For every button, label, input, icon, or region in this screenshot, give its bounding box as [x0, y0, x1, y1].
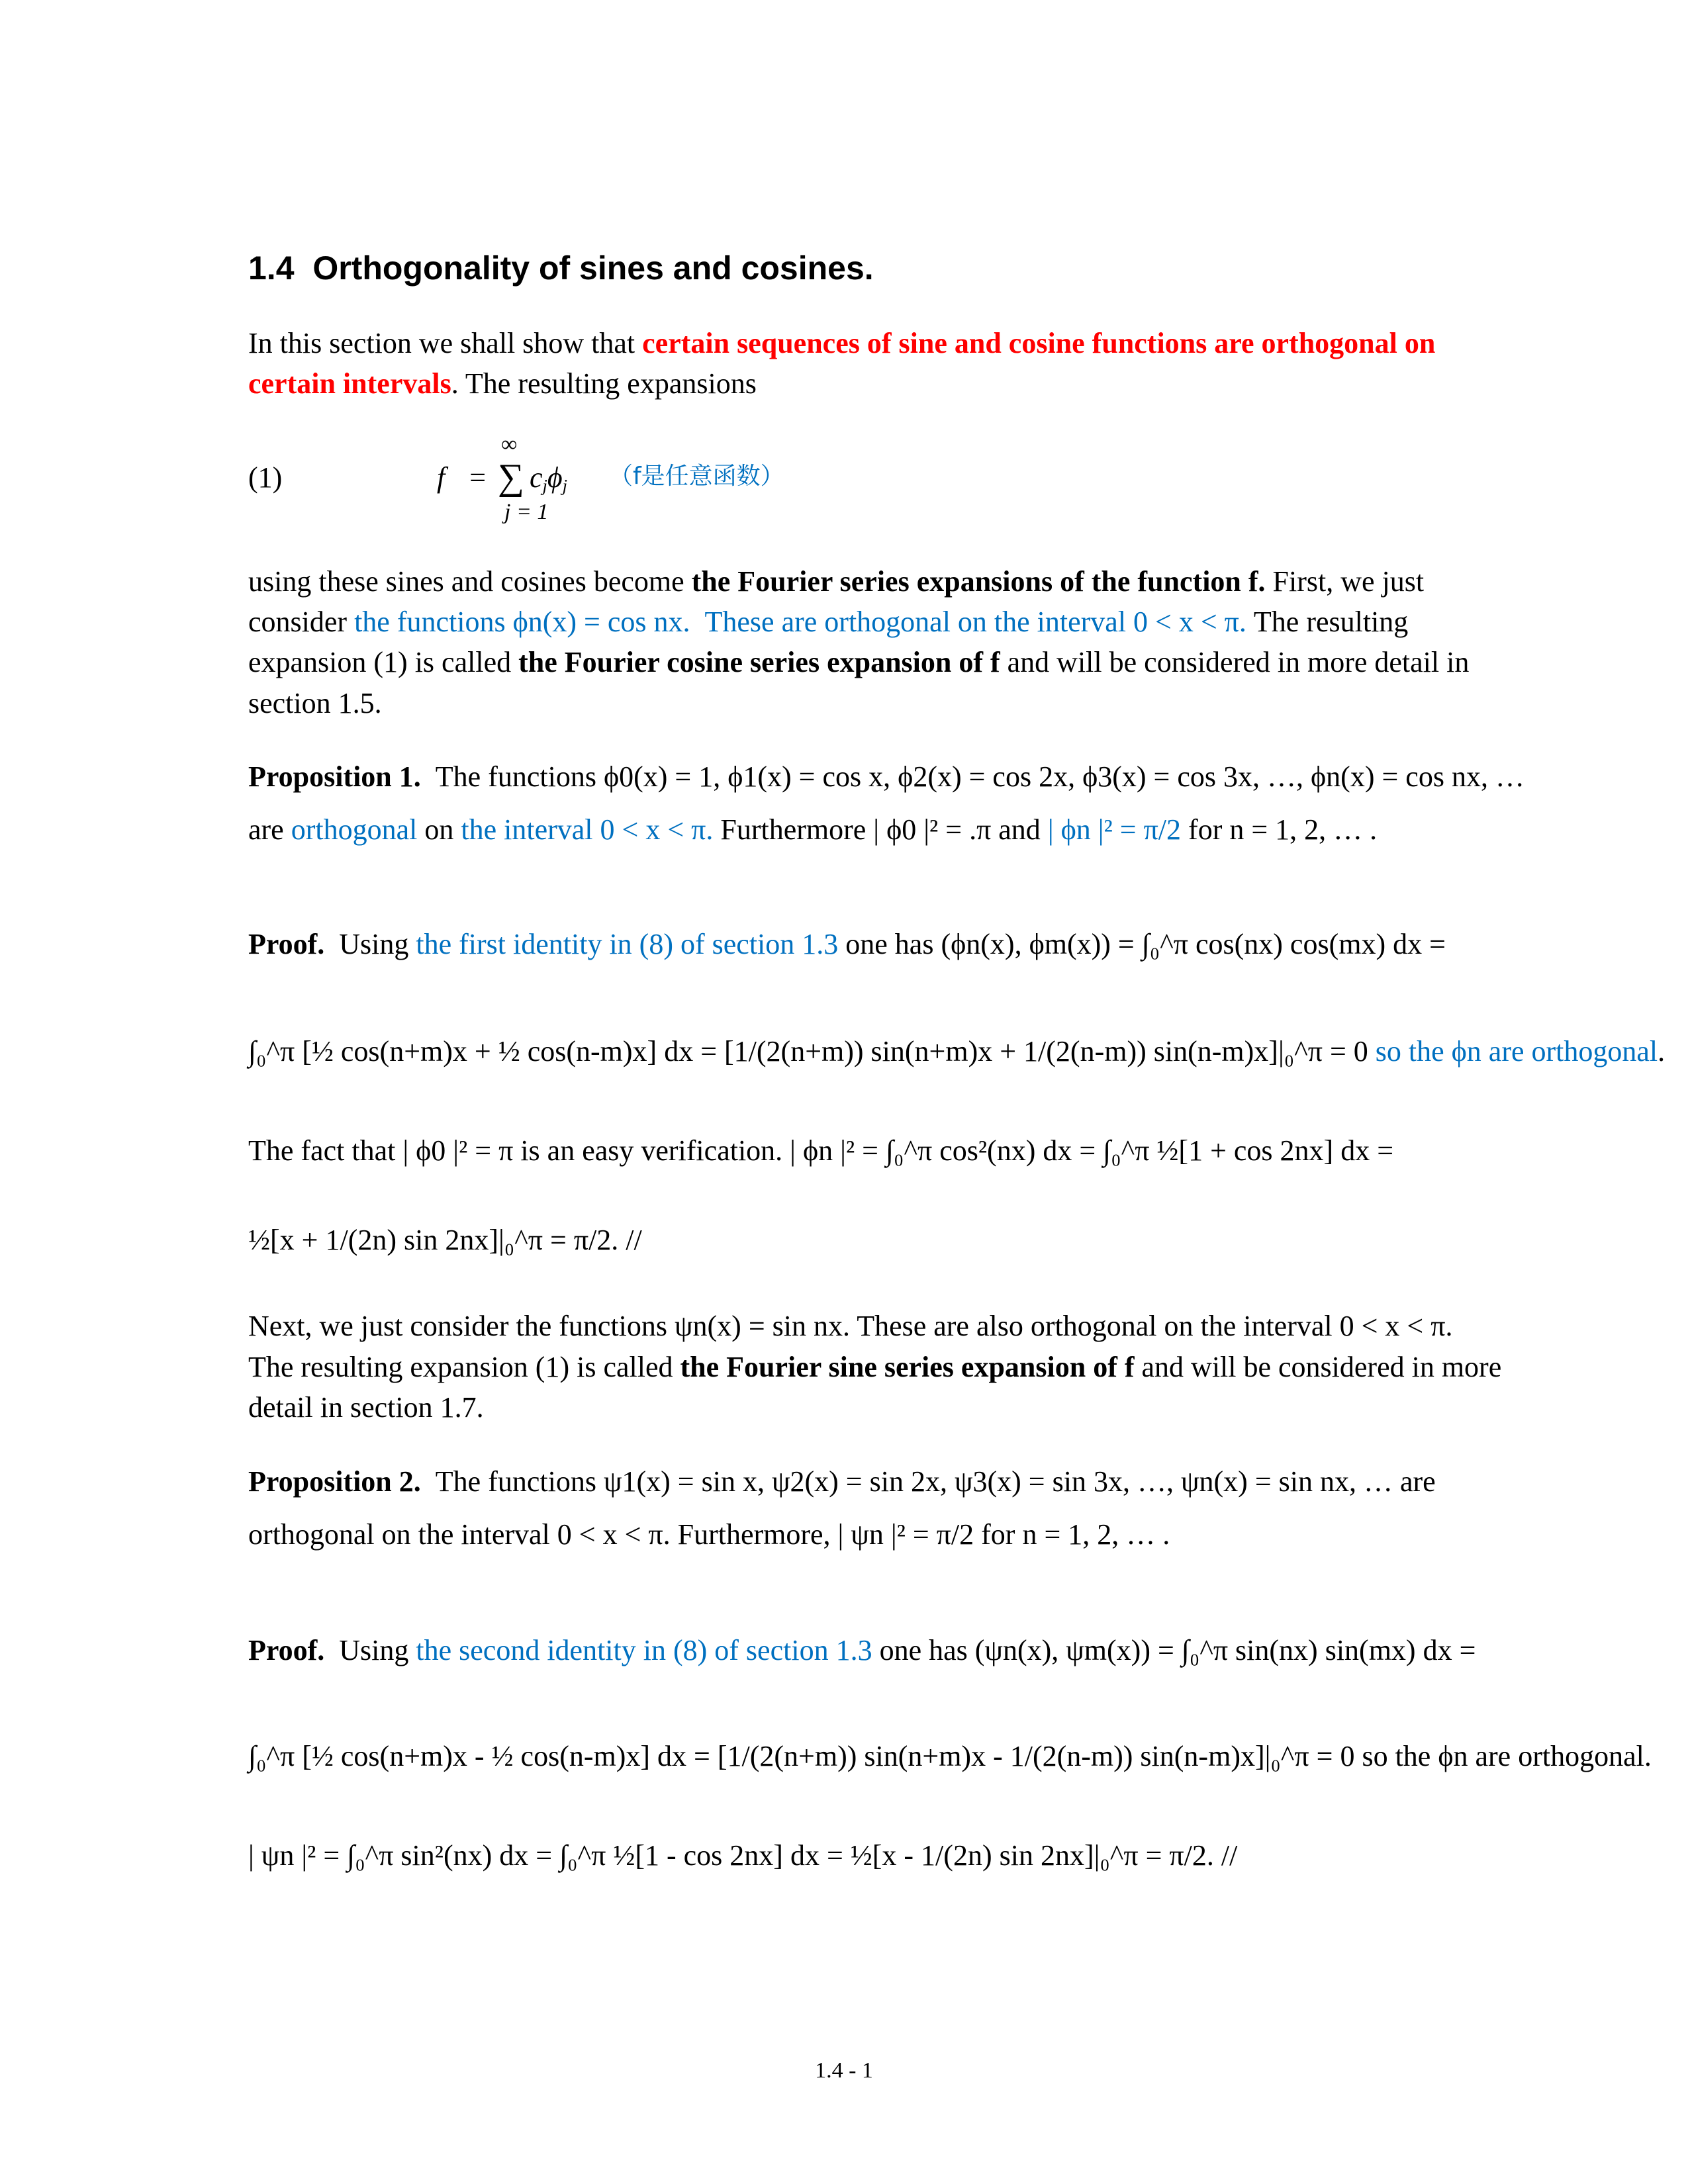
prop1-furthermore: Furthermore | ϕ0 |² = .π and	[713, 813, 1048, 846]
page-number: 1.4 - 1	[815, 2058, 873, 2083]
prop1-highlight-interval: the interval 0 < x < π.	[461, 813, 714, 846]
proof-1-reference: the first identity in (8) of section 1.3	[416, 928, 839, 960]
eq1-lhs: f	[437, 461, 445, 494]
proof-1-norm-line: The fact that | ϕ0 |² = π is an easy verification. | ϕn |² = ∫₀^π cos²(nx) dx = ∫₀^π ½[1 + cos 2nx] dx =	[248, 1134, 1394, 1167]
para2-text-end: First, we just	[1265, 565, 1425, 598]
proof2-inner-product: one has (ψn(x), ψm(x)) = ∫₀^π sin(nx) sin(mx) dx =	[872, 1634, 1476, 1666]
proposition-2-line-2: orthogonal on the interval 0 < x < π. Furthermore, | ψn |² = π/2 for n = 1, 2, … .	[248, 1518, 1170, 1551]
intro-emphasis-2: certain intervals	[248, 367, 451, 400]
proof-1-integral-line: ∫₀^π [½ cos(n+m)x + ½ cos(n-m)x] dx = [1/(2(n+m)) sin(n+m)x + 1/(2(n-m)) sin(n-m)x]|₀^π = 0 so the ϕn are orthogonal.	[248, 1035, 1665, 1068]
para2-line-4: section 1.5.	[248, 687, 382, 719]
prop1-highlight-orthogonal: orthogonal	[291, 813, 418, 846]
para2-line-3	[248, 648, 1469, 677]
proof1-conclusion: so the ϕn are orthogonal	[1375, 1035, 1658, 1068]
para2-line-2	[248, 608, 1408, 637]
eq1-c: c	[530, 461, 543, 494]
proof1-inner-product: one has (ϕn(x), ϕm(x)) = ∫₀^π cos(nx) cos(mx) dx =	[838, 928, 1446, 960]
eq1-phi: ϕ	[547, 461, 563, 494]
para2-text: expansion (1) is called	[248, 646, 519, 678]
section-heading	[248, 251, 874, 285]
intro-emphasis-1: certain sequences of sine and cosine functions are orthogonal on	[642, 327, 1436, 359]
para2-text: using these sines and cosines become	[248, 565, 692, 598]
proof-2-line-1	[248, 1636, 1476, 1665]
equation-1	[437, 463, 503, 492]
equation-1-label: (1)	[248, 461, 283, 494]
eq1-c-sub: j	[542, 475, 547, 496]
proposition-1-line-1	[248, 762, 1524, 792]
proposition-2-label: Proposition 2.	[248, 1465, 421, 1498]
para2-highlight-2: These are orthogonal on the interval 0 < x < π.	[704, 606, 1246, 638]
eq1-upper-limit: ∞	[501, 432, 518, 457]
prop1-text: on	[417, 813, 461, 846]
proof-1-result-line: ½[x + 1/(2n) sin 2nx]|₀^π = π/2. //	[248, 1224, 642, 1256]
eq1-phi-sub: j	[562, 475, 567, 496]
prop1-highlight-norm: | ϕn |² = π/2	[1047, 813, 1182, 846]
proof-2-reference: the second identity in (8) of section 1.3	[416, 1634, 872, 1666]
para2-highlight-1: the functions ϕn(x) = cos nx.	[354, 606, 690, 638]
para2-text-end: and will be considered in more detail in	[1000, 646, 1470, 678]
eq1-equals: =	[469, 461, 487, 494]
proof-2-label: Proof.	[248, 1634, 325, 1666]
para2-text: consider	[248, 606, 355, 638]
proof-2-norm-line: | ψn |² = ∫₀^π sin²(nx) dx = ∫₀^π ½[1 - cos 2nx] dx = ½[x - 1/(2n) sin 2nx]|₀^π = π/2. //	[248, 1839, 1238, 1872]
eq1-lower-limit	[504, 501, 548, 523]
proof1-text: Using	[339, 928, 416, 960]
para3-bold: the Fourier sine series expansion of f	[680, 1351, 1135, 1383]
eq1-lower-limit-text: j = 1	[504, 500, 549, 524]
eq1-annotation: （f是任意函数）	[609, 463, 784, 490]
eq1-term	[530, 461, 567, 496]
intro-line-2	[248, 369, 757, 398]
intro-text-after: . The resulting expansions	[451, 367, 757, 400]
para2-bold: the Fourier cosine series expansion of f	[518, 646, 1000, 678]
prop1-text: are	[248, 813, 291, 846]
sum-icon: ∑	[498, 457, 524, 498]
para3-text: The resulting expansion (1) is called	[248, 1351, 680, 1383]
proposition-2-line-1	[248, 1467, 1436, 1496]
intro-text: In this section we shall show that	[248, 327, 643, 359]
para3-line-2	[248, 1353, 1501, 1382]
proof1-integral: ∫₀^π [½ cos(n+m)x + ½ cos(n-m)x] dx = [1/(2(n+m)) sin(n+m)x + 1/(2(n-m)) sin(n-m)x]|₀^π = 0	[248, 1035, 1368, 1068]
proof-2-integral-line: ∫₀^π [½ cos(n+m)x - ½ cos(n-m)x] dx = [1/(2(n+m)) sin(n+m)x - 1/(2(n-m)) sin(n-m)x]|₀^π = 0 so the ϕn are orthogonal.	[248, 1740, 1652, 1772]
section-number: 1.4	[248, 250, 295, 287]
para2-line-1	[248, 567, 1424, 596]
proposition-1-line-2	[248, 815, 1377, 844]
para3-line-1: Next, we just consider the functions ψn(x) = sin nx. These are also orthogonal on the interval 0 < x < π.	[248, 1310, 1453, 1342]
proposition-1-label: Proposition 1.	[248, 760, 421, 793]
proof-1-label: Proof.	[248, 928, 325, 960]
prop1-text-end: for n = 1, 2, … .	[1181, 813, 1378, 846]
para3-text-end: and will be considered in more	[1134, 1351, 1502, 1383]
proposition-2-statement: The functions ψ1(x) = sin x, ψ2(x) = sin 2x, ψ3(x) = sin 3x, …, ψn(x) = sin nx, … are	[435, 1465, 1436, 1498]
para3-line-3: detail in section 1.7.	[248, 1391, 484, 1424]
para2-text-end: The resulting	[1246, 606, 1409, 638]
intro-line-1	[248, 329, 1435, 358]
proposition-1-statement: The functions ϕ0(x) = 1, ϕ1(x) = cos x, ϕ2(x) = cos 2x, ϕ3(x) = cos 3x, …, ϕn(x) = cos nx, …	[435, 760, 1524, 793]
para2-bold: the Fourier series expansions of the function f.	[691, 565, 1266, 598]
proof2-text: Using	[339, 1634, 416, 1666]
proof-1-line-1	[248, 930, 1446, 959]
section-title: Orthogonality of sines and cosines.	[312, 250, 874, 287]
